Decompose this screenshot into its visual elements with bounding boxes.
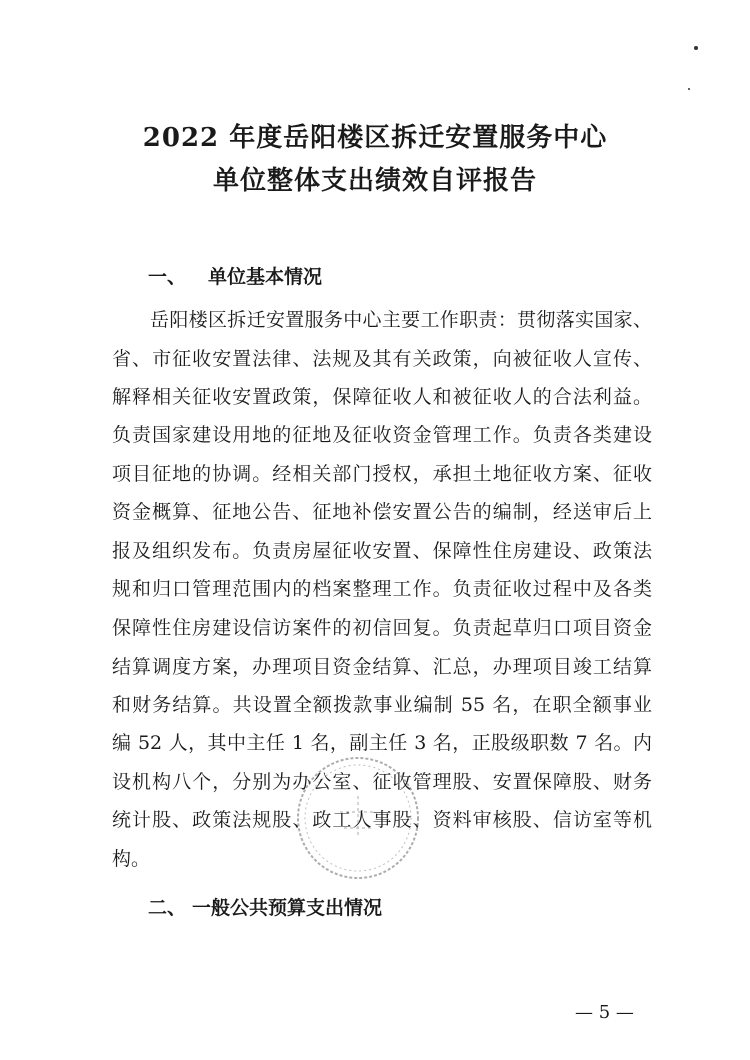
- body-line: 资金概算、征地公告、征地补偿安置公告的编制，经送审后上: [112, 501, 652, 523]
- body-line: 解释相关征收安置政策，保障征收人和被征收人的合法利益。: [112, 386, 652, 408]
- section-1-title: 单位基本情况: [208, 266, 323, 288]
- body-line: 报及组织发布。负责房屋征收安置、保障性住房建设、政策法: [112, 540, 652, 562]
- section-1-heading: [148, 262, 322, 289]
- page-number: — 5 —: [575, 1002, 634, 1023]
- scan-speck: [688, 88, 690, 90]
- section-2-title: 一般公共预算支出情况: [192, 897, 383, 919]
- section-2-number: 二、: [148, 897, 187, 919]
- section-2-heading: [148, 893, 382, 920]
- body-line: 项目征地的协调。经相关部门授权，承担土地征收方案、征收: [112, 463, 652, 485]
- body-line: 和财务结算。共设置全额拨款事业编制 55 名，在职全额事业: [112, 694, 652, 716]
- body-line: 编 52 人，其中主任 1 名，副主任 3 名，正股级职数 7 名。内: [112, 732, 652, 754]
- body-line: 设机构八个，分别为办公室、征收管理股、安置保障股、财务: [112, 771, 652, 793]
- scan-speck: [694, 46, 698, 50]
- section-1-number: 一、: [148, 266, 187, 288]
- body-line: 保障性住房建设信访案件的初信回复。负责起草归口项目资金: [112, 617, 652, 639]
- document-title-line-1: 2022 年度岳阳楼区拆迁安置服务中心: [142, 123, 608, 153]
- body-line: 结算调度方案，办理项目资金结算、汇总，办理项目竣工结算: [112, 656, 652, 678]
- body-line: 规和归口管理范围内的档案整理工作。负责征收过程中及各类: [112, 578, 652, 600]
- body-line: 负责国家建设用地的征地及征收资金管理工作。负责各类建设: [112, 424, 652, 446]
- body-line: 岳阳楼区拆迁安置服务中心主要工作职责：贯彻落实国家、: [150, 309, 652, 331]
- official-seal-stamp: [292, 752, 424, 884]
- body-line: 统计股、政策法规股、政工人事股、资料审核股、信访室等机: [112, 809, 652, 831]
- body-line: 构。: [112, 848, 151, 870]
- document-title-line-2: 单位整体支出绩效自评报告: [212, 166, 537, 196]
- body-line: 省、市征收安置法律、法规及其有关政策，向被征收人宣传、: [112, 348, 652, 370]
